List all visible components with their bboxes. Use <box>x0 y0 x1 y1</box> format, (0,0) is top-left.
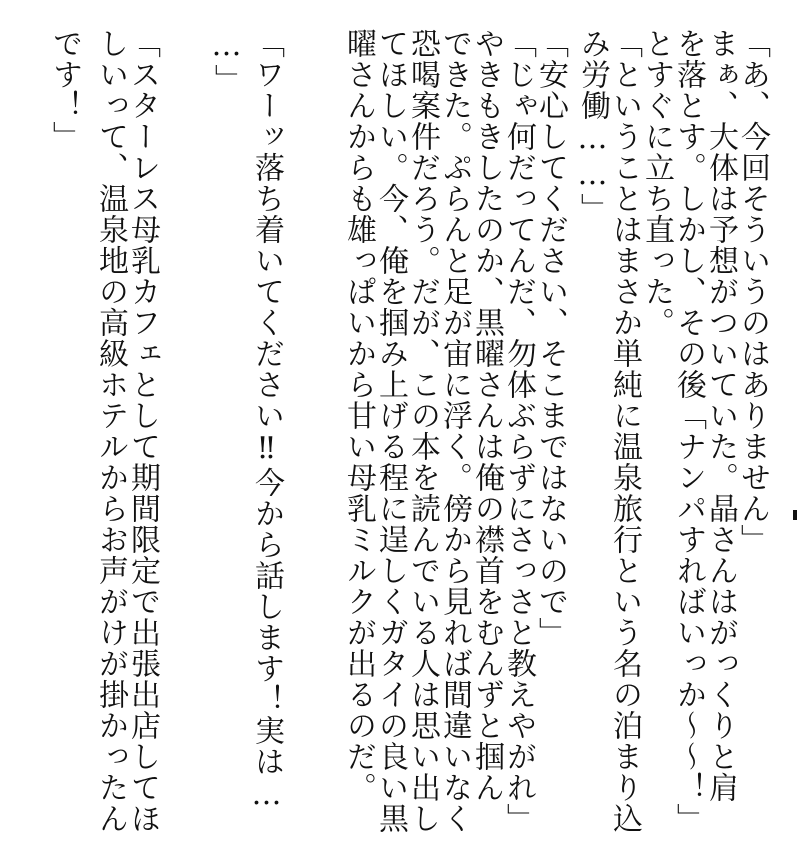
text-column-13: 曜さんからも雄っぱいから甘い母乳ミルクが出るのだ。 <box>341 28 376 803</box>
text-column-4: とすぐに立ち直った。 <box>639 28 674 338</box>
text-column-8: 「じゃ何だってんだ、勿体ぶらずにさっさと教えやがれ」 <box>501 28 536 834</box>
text-column-1: 「あ、今回そういうのはありません」 <box>735 28 770 555</box>
text-column-15: …」 <box>209 28 244 95</box>
text-column-6: み労働……」 <box>575 28 610 224</box>
page-edge-mark <box>793 510 797 520</box>
text-column-18: です！」 <box>47 28 82 152</box>
text-column-11: 恐喝案件だろう。だが、この本を読んでいる人は思い出し <box>405 28 440 834</box>
text-column-10: できた。ぷらんと足が宙に浮く。傍から見れば間違いなく <box>437 28 472 834</box>
text-column-7: 「安心してください、そこまではないので」 <box>533 28 568 648</box>
text-column-14: 「ワーッ落ち着いてください‼今から話します！実は… <box>249 28 284 813</box>
text-column-3: を落とす。しかし、その後「ナンパすればいっか～～！」 <box>671 28 706 834</box>
text-column-2: まぁ、大体は予想がついていた。晶さんはがっくりと肩 <box>703 28 738 803</box>
text-column-17: しいって、温泉地の高級ホテルからお声がけが掛かったん <box>93 28 128 834</box>
text-column-12: てほしい。今、俺を掴み上げる程に逞しくガタイの良い黒 <box>373 28 408 834</box>
text-column-5: 「ということはまさか単純に温泉旅行という名の泊まり込 <box>607 28 642 834</box>
text-column-16: 「スターレス母乳カフェとして期間限定で出張出店してほ <box>125 28 160 834</box>
text-column-9: やきもきしたのか、黒曜さんは俺の襟首をむんずと掴ん <box>469 28 504 803</box>
